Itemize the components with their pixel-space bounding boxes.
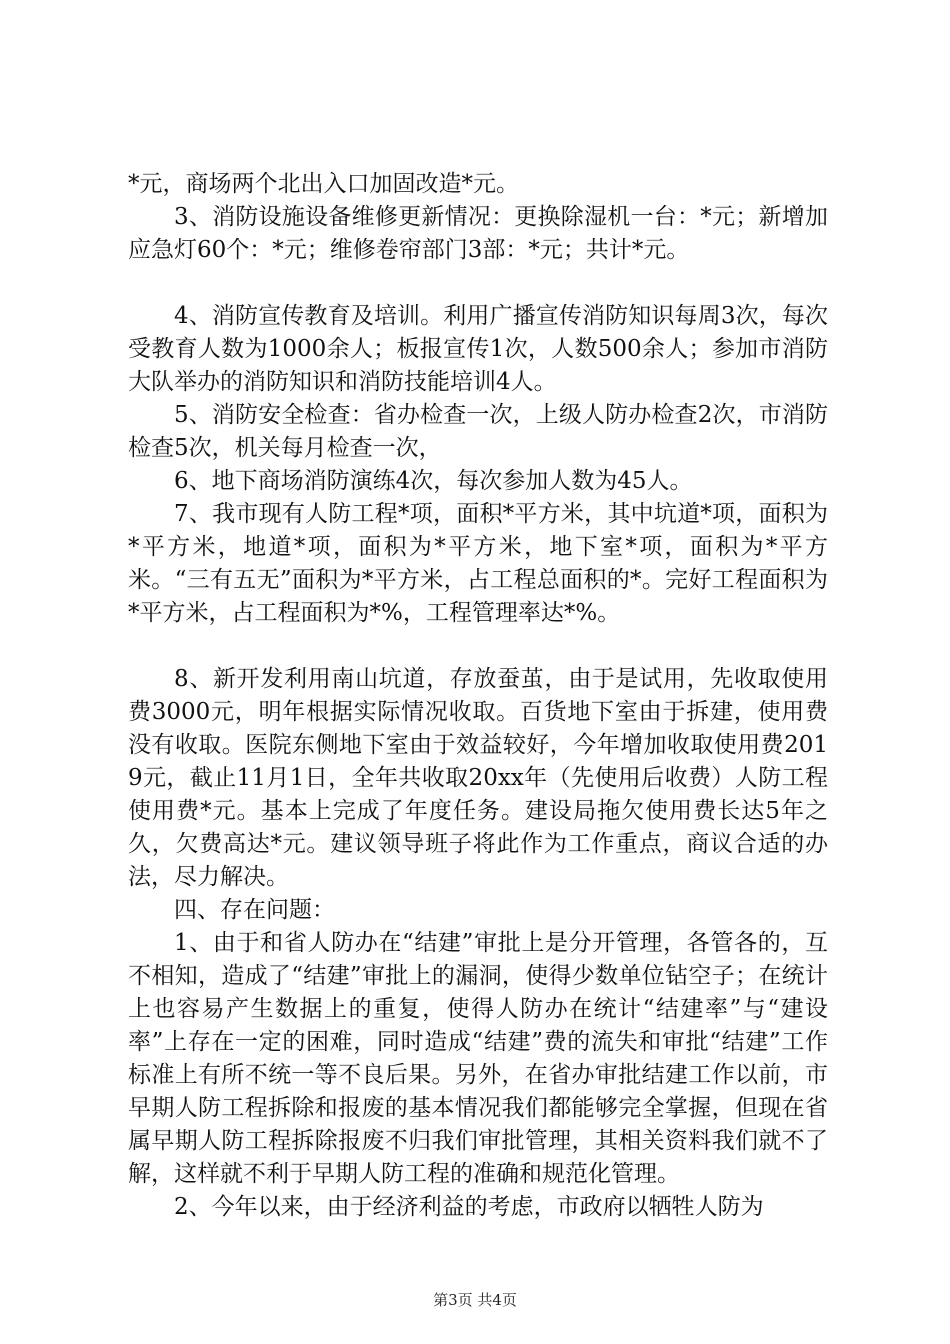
paragraph: 2、今年以来，由于经济利益的考虑，市政府以牺牲人防为 bbox=[174, 1194, 764, 1220]
paragraph: 8、新开发利用南山坑道，存放蚕茧，由于是试用，先收取使用费3000元，明年根据实际情况收取。百货地下室由于拆建，使用费没有收取。医院东侧地下室由于效益较好，今年增加收取使用费2019元，截止11月1日，全年共收取20xx年（先使用后收费）人防工程使用费*元。基本上完成了年度任务。建设局拖欠使用费长达5年之久，欠费高达*元。建议领导班子将此作为工作重点，商议合适的办法，尽力解决。 bbox=[128, 666, 828, 890]
paragraph-gap bbox=[128, 267, 828, 300]
document-body bbox=[128, 168, 828, 1224]
paragraph: 4、消防宣传教育及培训。利用广播宣传消防知识每周3次，每次受教育人数为1000余人；板报宣传1次，人数500余人；参加市消防大队举办的消防知识和消防技能培训4人。 bbox=[128, 303, 828, 395]
paragraph: 7、我市现有人防工程*项，面积*平方米，其中坑道*项，面积为*平方米，地道*项，面积为*平方米，地下室*项，面积为*平方米。“三有五无”面积为*平方米，占工程总面积的*。完好工程面积为*平方米，占工程面积为*%，工程管理率达*%。 bbox=[128, 501, 828, 626]
paragraph-gap bbox=[128, 630, 828, 663]
page-number: 第3页 共4页 bbox=[433, 1291, 517, 1309]
paragraph: 四、存在问题： bbox=[174, 897, 335, 923]
paragraph: *元，商场两个北出入口加固改造*元。 bbox=[128, 171, 519, 197]
paragraph: 3、消防设施设备维修更新情况：更换除湿机一台：*元；新增加应急灯60个：*元；维修卷帘部门3部：*元；共计*元。 bbox=[128, 204, 828, 263]
paragraph: 5、消防安全检查：省办检查一次，上级人防办检查2次，市消防检查5次，机关每月检查一次， bbox=[128, 402, 828, 461]
page-footer bbox=[0, 1290, 950, 1310]
paragraph: 6、地下商场消防演练4次，每次参加人数为45人。 bbox=[174, 468, 693, 494]
paragraph: 1、由于和省人防办在“结建”审批上是分开管理，各管各的，互不相知，造成了“结建”审批上的漏洞，使得少数单位钻空子；在统计上也容易产生数据上的重复，使得人防办在统计“结建率”与“建设率”上存在一定的困难，同时造成“结建”费的流失和审批“结建”工作标准上有所不统一等不良后果。另外，在省办审批结建工作以前，市早期人防工程拆除和报废的基本情况我们都能够完全掌握，但现在省属早期人防工程拆除报废不归我们审批管理，其相关资料我们就不了解，这样就不利于早期人防工程的准确和规范化管理。 bbox=[128, 930, 828, 1187]
